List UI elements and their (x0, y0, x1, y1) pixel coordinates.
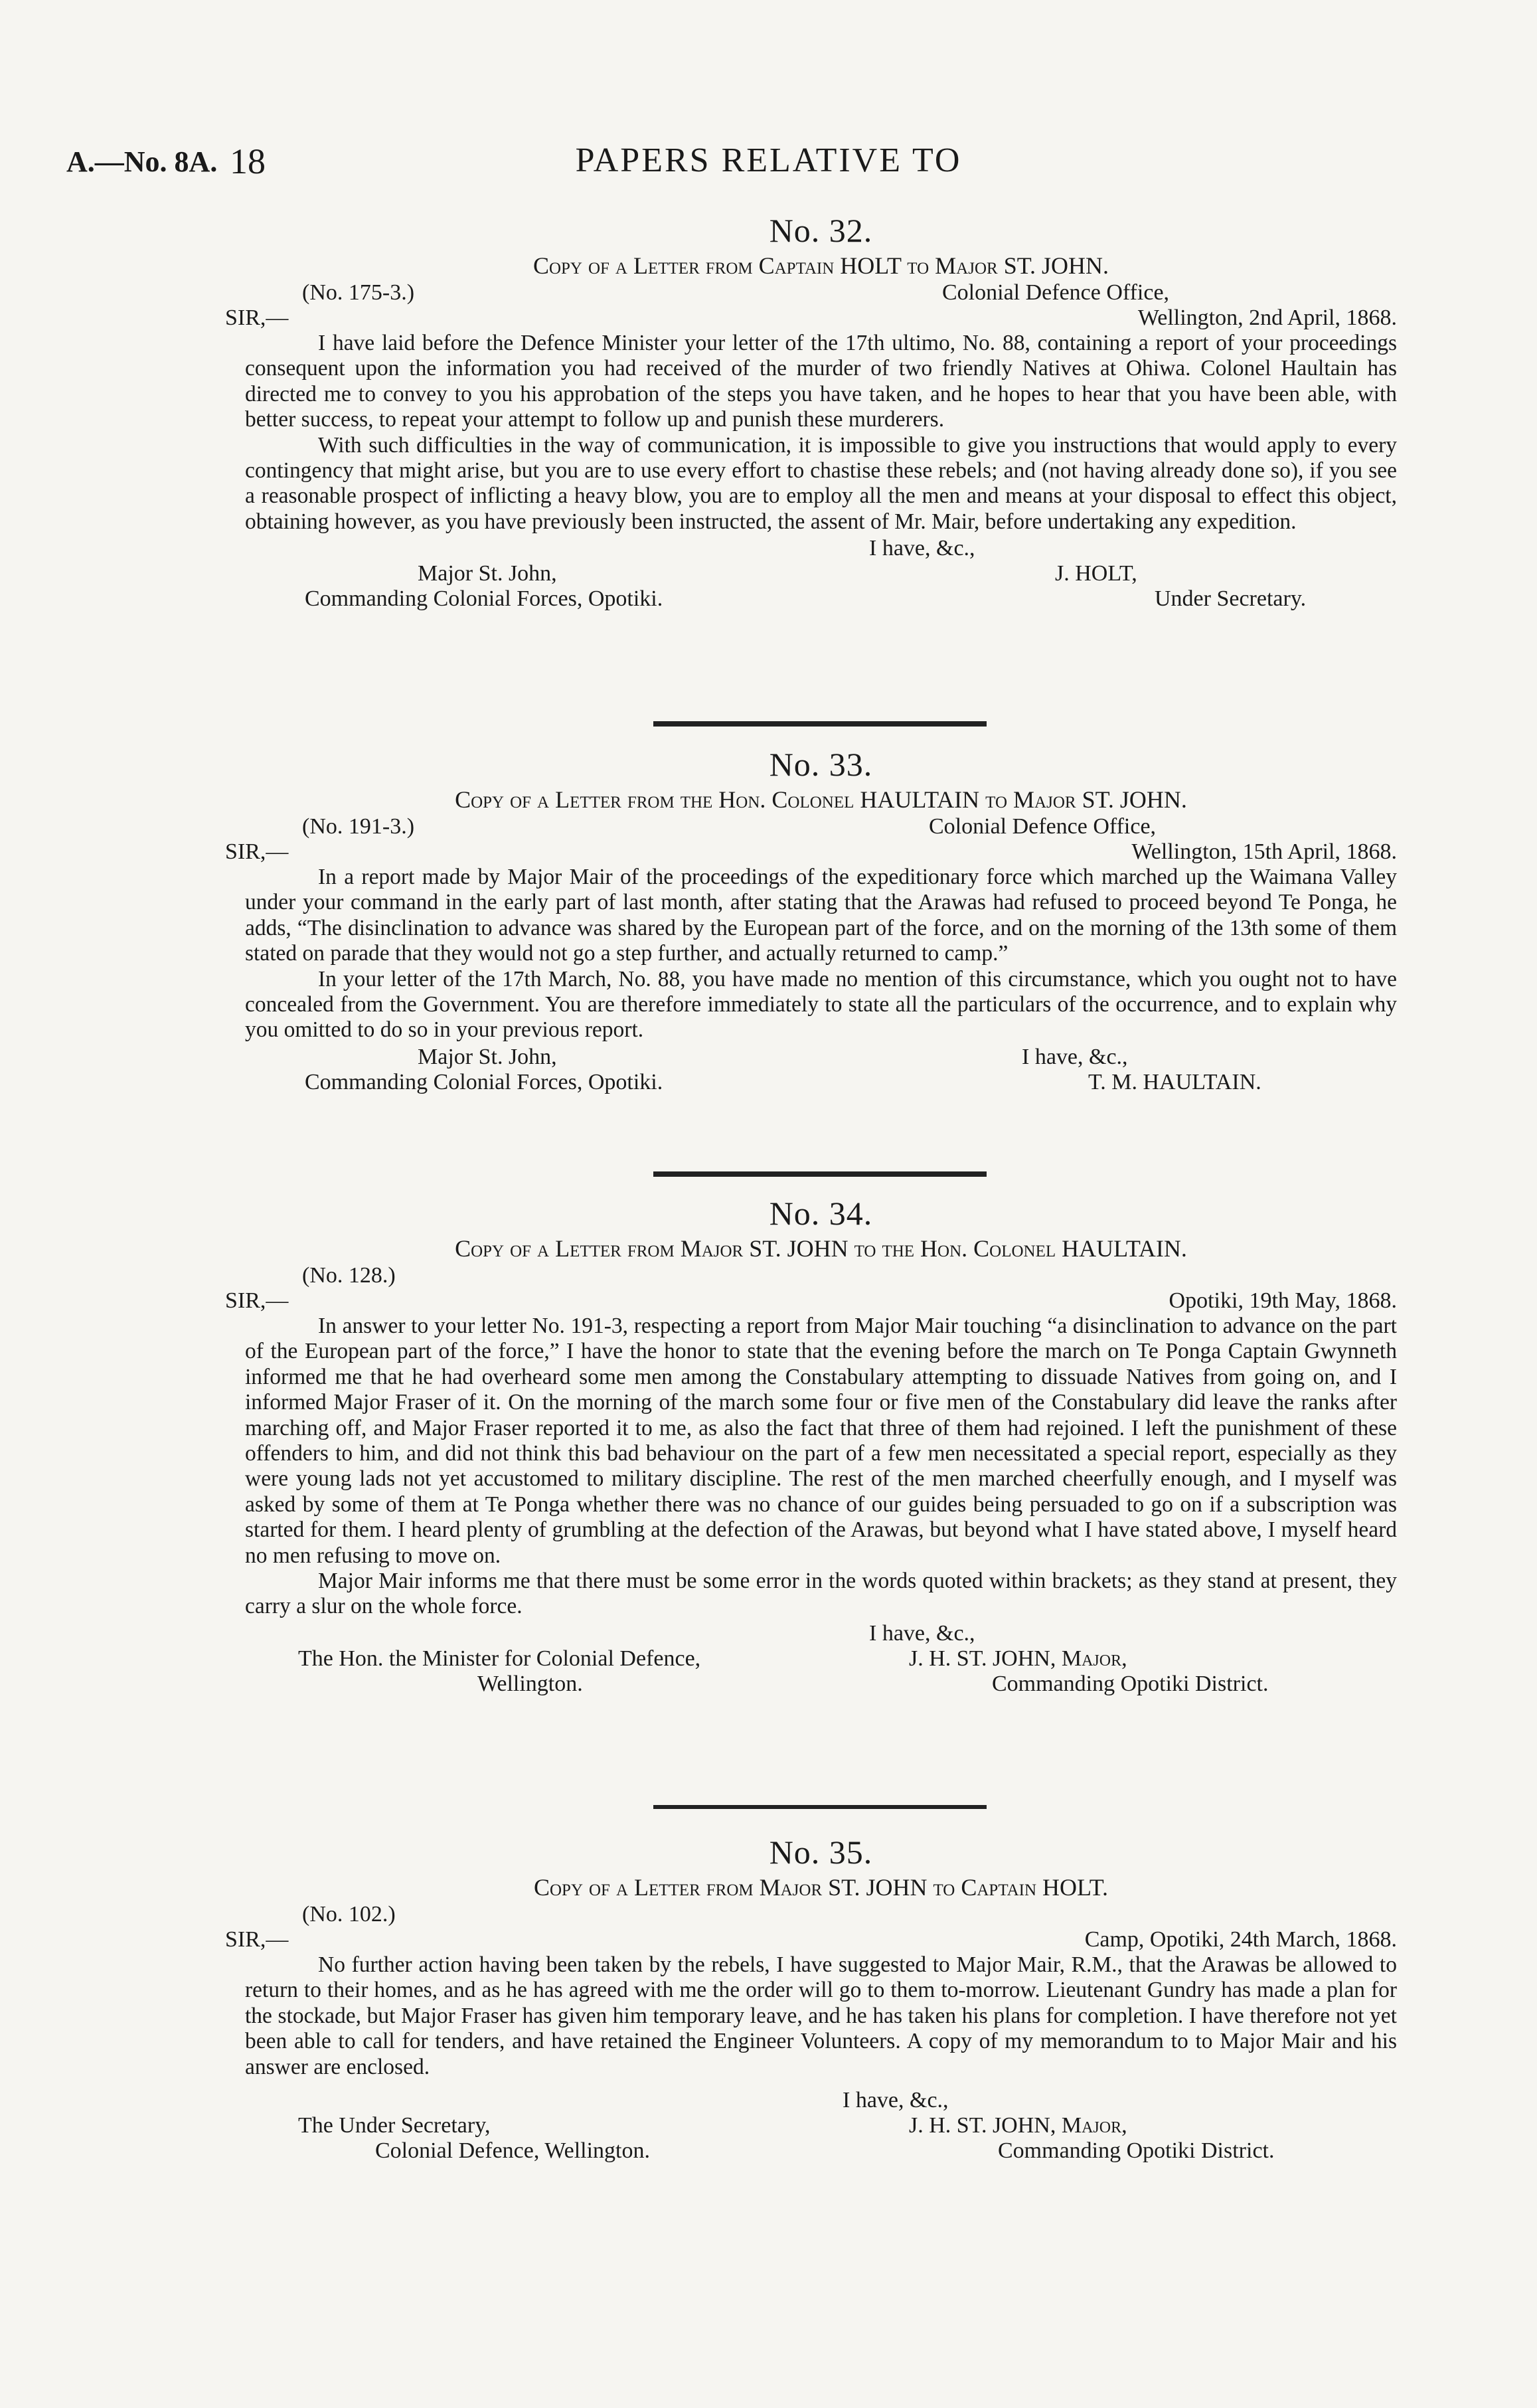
letter-body (245, 865, 1397, 1043)
letter-number: No. 33. (769, 746, 873, 783)
letter-33 (225, 744, 1397, 1099)
addressee-name: The Under Secretary, (298, 2113, 491, 2138)
letter-number: No. 32. (769, 212, 873, 249)
addressee-title: Wellington. (477, 1671, 583, 1696)
sign-off (245, 2087, 1397, 2173)
signature-name: J. H. ST. JOHN, Major, (909, 2113, 1127, 2138)
letter-body (245, 1314, 1397, 1620)
closing: I have, &c., (843, 2088, 949, 2113)
file-reference: (No. 128.) (302, 1263, 396, 1288)
place-date: Wellington, 15th April, 1868. (1131, 839, 1397, 864)
sign-off (245, 1043, 1397, 1099)
salutation: SIR,— (225, 1288, 289, 1313)
section-rule (653, 1805, 987, 1809)
addressee-title: Commanding Colonial Forces, Opotiki. (305, 586, 663, 612)
letter-34 (225, 1193, 1397, 1699)
addressee-name: Major St. John, (418, 1044, 557, 1069)
paper-reference: A.—No. 8A. (66, 145, 218, 178)
office-line: Colonial Defence Office, (929, 814, 1157, 839)
letter-caption: Copy of a Letter from Major ST. JOHN to the Hon. Colonel HAULTAIN. (455, 1235, 1187, 1262)
letter-number: No. 35. (769, 1834, 873, 1871)
section-rule (653, 721, 987, 727)
running-title: PAPERS RELATIVE TO (575, 141, 962, 179)
paragraph: No further action having been taken by the rebels, I have suggested to Major Mair, R.M., that the Arawas be allowed to return to their homes, and as he has agreed with me the order will go to them to-morrow. Lieutenant Gundry has made a plan for the stockade, but Major Fraser has given him temporary leave, and he has taken his plans for completion. I have therefore not yet been able to call for tenders, and have retained the Engineer Volunteers. A copy of my memorandum to to Major Mair and his answer are enclosed. (245, 1952, 1397, 2079)
file-reference: (No. 175-3.) (302, 280, 415, 305)
page-header (0, 138, 1537, 185)
addressee-name: Major St. John, (418, 561, 557, 586)
paragraph: Major Mair informs me that there must be some error in the words quoted within brackets; as they stand at present, they carry a slur on the whole force. (245, 1569, 1397, 1619)
letter-number: No. 34. (769, 1195, 873, 1232)
paragraph: In a report made by Major Mair of the proceedings of the expeditionary force which marched up the Waimana Valley under your command in the early part of last month, after stating that the Arawas had refused to proceed beyond Te Ponga, he adds, “The disinclination to advance was shared by the European part of the force, and on the morning of the 13th some of them stated on parade that they would not go a step further, and actually returned to camp.” (245, 865, 1397, 966)
paragraph: With such difficulties in the way of communication, it is impossible to give you instructions that would apply to every contingency that might arise, but you are to use every effort to chastise these rebels; and (not having already done so), if you see a reasonable prospect of inflicting a heavy blow, you are to employ all the men and means at your disposal to effect this object, obtaining however, as you have previously been instructed, the assent of Mr. Mair, before undertaking any expedition. (245, 432, 1397, 534)
addressee-title: Commanding Colonial Forces, Opotiki. (305, 1069, 663, 1094)
section-rule (653, 1171, 987, 1177)
addressee-name: The Hon. the Minister for Colonial Defence, (298, 1646, 701, 1671)
place-date: Camp, Opotiki, 24th March, 1868. (1084, 1927, 1397, 1952)
addressee-title: Colonial Defence, Wellington. (375, 2138, 650, 2164)
salutation: SIR,— (225, 305, 289, 330)
closing: I have, &c., (869, 1620, 975, 1646)
closing: I have, &c., (1022, 1044, 1128, 1069)
letter-35 (225, 1832, 1397, 2173)
signature-title: Commanding Opotiki District. (992, 1671, 1269, 1696)
sign-off (245, 1620, 1397, 1699)
letter-caption: Copy of a Letter from the Hon. Colonel HAULTAIN to Major ST. JOHN. (455, 786, 1187, 813)
place-date: Opotiki, 19th May, 1868. (1169, 1288, 1397, 1313)
salutation: SIR,— (225, 1927, 289, 1952)
letter-body (245, 331, 1397, 535)
paragraph: In your letter of the 17th March, No. 88, you have made no mention of this circumstance, which you ought not to have concealed from the Government. You are therefore immediately to state all the particulars of the occurrence, and to explain why you omitted to do so in your previous report. (245, 966, 1397, 1043)
signature-name: J. H. ST. JOHN, Major, (909, 1646, 1127, 1671)
paragraph: In answer to your letter No. 191-3, respecting a report from Major Mair touching “a disinclination to advance on the part of the European part of the force,” I have the honor to state that the evening before the march on Te Ponga Captain Gwynneth informed me that he had overheard some men among the Constabulary attempting to dissuade Natives from going on, and I informed Major Fraser of it. On the morning of the march some four or five men of the Constabulary did leave the ranks after marching off, and Major Fraser reported it to me, as also the fact that three of them had rejoined. I left the punishment of these offenders to him, and did not think this bad behaviour on the part of a few men necessitated a special report, especially as they were young lads not yet accustomed to military discipline. The rest of the men marched cheerfully enough, and I myself was asked by some of them at Te Ponga whether there was no chance of our guides being persuaded to go on if a subscription was started for them. I heard plenty of grumbling at the defection of the Arawas, but beyond what I have stated above, I myself heard no men refusing to move on. (245, 1314, 1397, 1568)
signature-name: J. HOLT, (1055, 561, 1137, 586)
sign-off (245, 535, 1397, 614)
closing: I have, &c., (869, 536, 975, 561)
office-line: Colonial Defence Office, (942, 280, 1170, 305)
salutation: SIR,— (225, 839, 289, 864)
letter-caption: Copy of a Letter from Major ST. JOHN to Captain HOLT. (533, 1874, 1109, 1901)
page-number: 18 (230, 141, 266, 181)
letter-caption: Copy of a Letter from Captain HOLT to Major ST. JOHN. (532, 252, 1109, 279)
place-date: Wellington, 2nd April, 1868. (1137, 305, 1397, 330)
paragraph: I have laid before the Defence Minister your letter of the 17th ultimo, No. 88, containing a report of your proceedings consequent upon the information you had received of the murder of two friendly Natives at Ohiwa. Colonel Haultain has directed me to convey to you his approbation of the steps you have taken, and he hopes to hear that you have been able, with better success, to repeat your attempt to follow up and punish these murderers. (245, 331, 1397, 432)
letter-32 (225, 210, 1397, 614)
letter-body (245, 1952, 1397, 2080)
signature-title: Commanding Opotiki District. (998, 2138, 1275, 2164)
file-reference: (No. 191-3.) (302, 814, 415, 839)
signature-title: Under Secretary. (1155, 586, 1307, 612)
signature-name: T. M. HAULTAIN. (1088, 1069, 1261, 1094)
file-reference: (No. 102.) (302, 1902, 396, 1927)
